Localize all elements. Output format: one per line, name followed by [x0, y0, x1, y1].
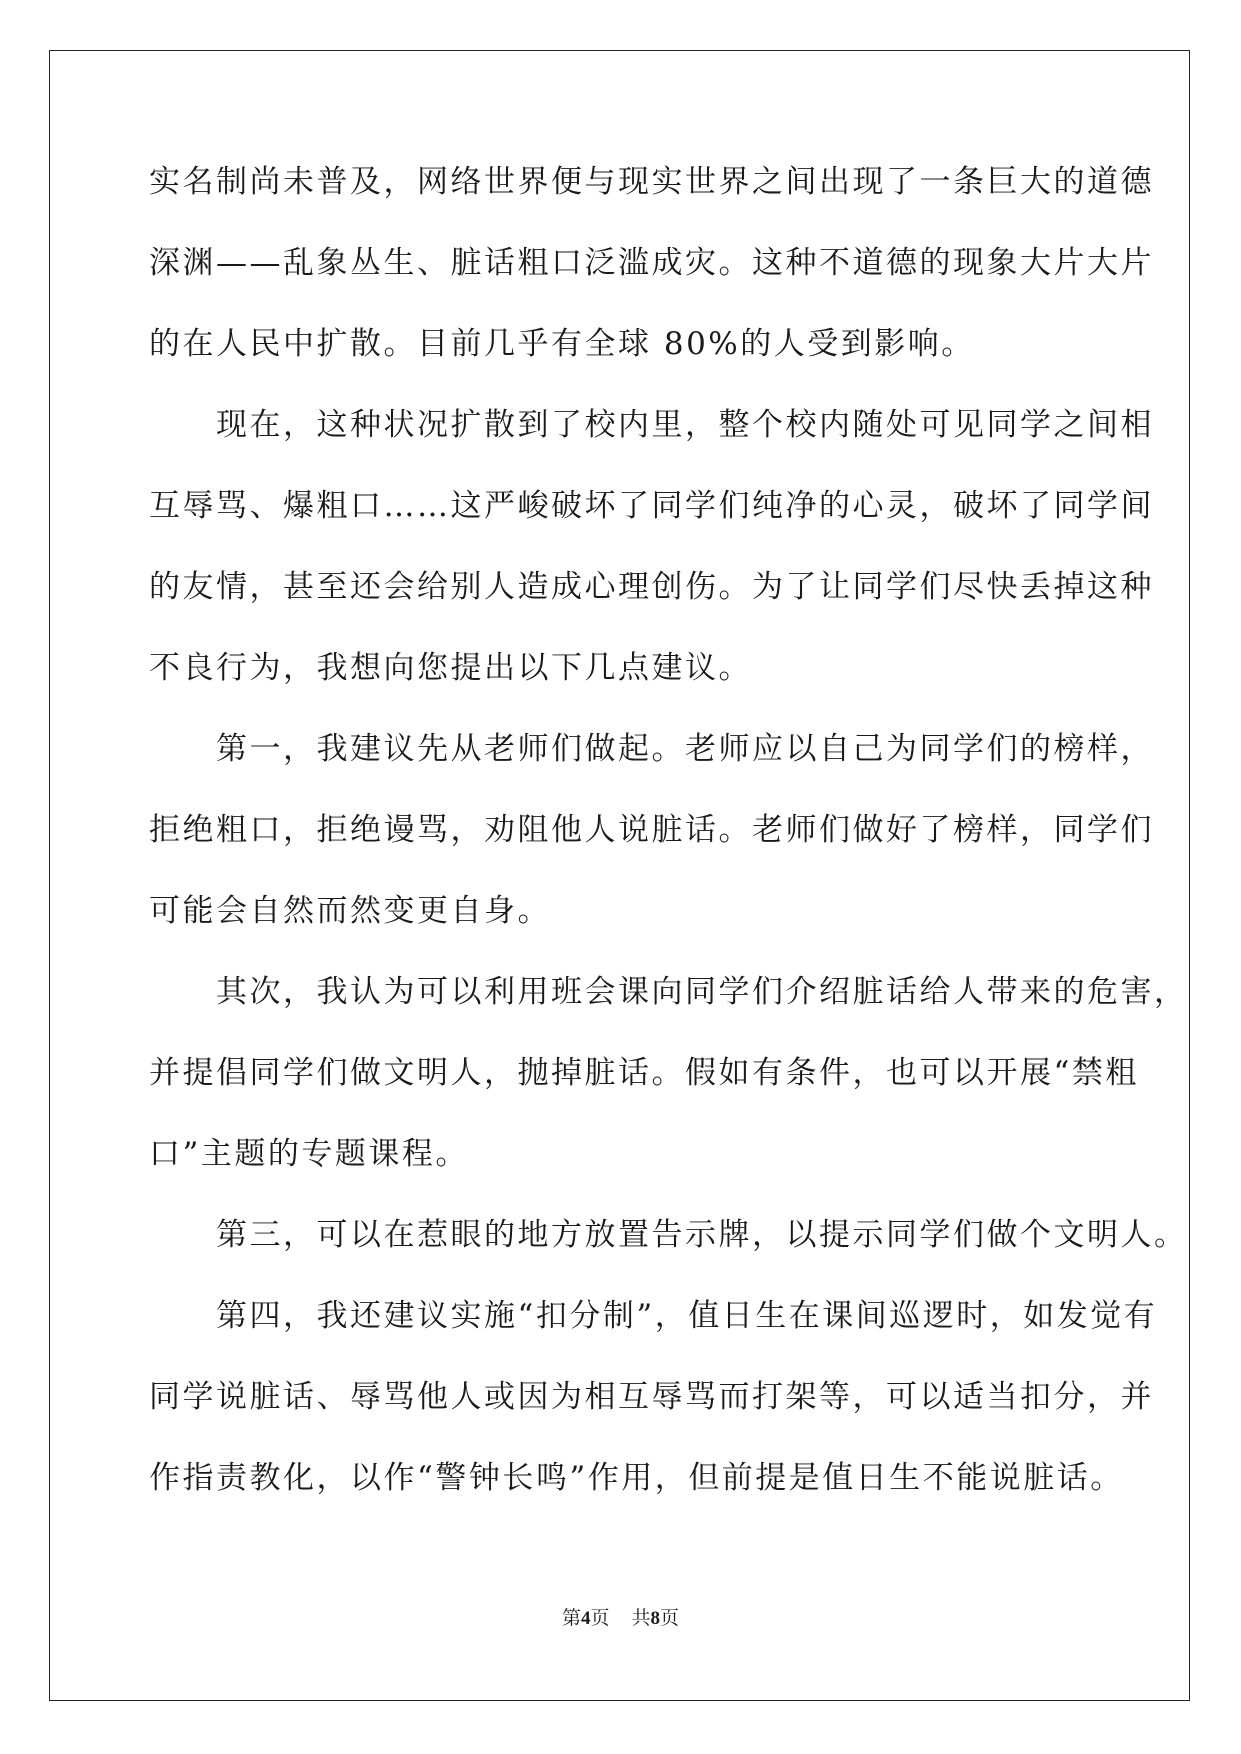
text-line: 拒绝粗口，拒绝谩骂，劝阻他人说脏话。老师们做好了榜样，同学们 — [149, 812, 1154, 848]
text-line: 的在人民中扩散。目前几乎有全球 80%的人受到影响。 — [149, 326, 975, 362]
total-prefix: 共 — [631, 1608, 651, 1629]
text-line: 第一，我建议先从老师们做起。老师应以自己为同学们的榜样， — [149, 731, 1154, 767]
text-line: 的友情，甚至还会给别人造成心理创伤。为了让同学们尽快丢掉这种 — [149, 569, 1154, 605]
current-page-number: 4 — [580, 1608, 591, 1629]
text-line: 可能会自然而然变更自身。 — [149, 893, 551, 929]
total-unit: 页 — [660, 1608, 680, 1629]
text-line: 实名制尚未普及，网络世界便与现实世界之间出现了一条巨大的道德 — [149, 164, 1154, 200]
text-line: 第三，可以在惹眼的地方放置告示牌，以提示同学们做个文明人。 — [149, 1217, 1188, 1253]
text-line: 深渊——乱象丛生、脏话粗口泛滥成灾。这种不道德的现象大片大片 — [149, 245, 1154, 281]
text-line: 其次，我认为可以利用班会课向同学们介绍脏话给人带来的危害， — [149, 974, 1188, 1010]
document-body — [149, 161, 1188, 1538]
text-line: 作指责教化，以作“警钟长鸣”作用，但前提是值日生不能说脏话。 — [149, 1460, 1124, 1496]
text-line: 互辱骂、爆粗口……这严峻破坏了同学们纯净的心灵，破坏了同学间 — [149, 488, 1154, 524]
text-line: 不良行为，我想向您提出以下几点建议。 — [149, 650, 752, 686]
text-line: 口”主题的专题课程。 — [149, 1136, 469, 1172]
text-line: 并提倡同学们做文明人，抛掉脏话。假如有条件，也可以开展“禁粗 — [149, 1055, 1139, 1091]
text-line: 现在，这种状况扩散到了校内里，整个校内随处可见同学之间相 — [149, 407, 1154, 443]
page-prefix: 第 — [561, 1608, 581, 1629]
page-footer — [0, 1603, 1241, 1630]
text-line: 同学说脏话、辱骂他人或因为相互辱骂而打架等，可以适当扣分，并 — [149, 1379, 1154, 1415]
page-unit: 页 — [590, 1608, 610, 1629]
total-page-number: 8 — [650, 1608, 661, 1629]
text-line: 第四，我还建议实施“扣分制”，值日生在课间巡逻时，如发觉有 — [149, 1298, 1158, 1334]
